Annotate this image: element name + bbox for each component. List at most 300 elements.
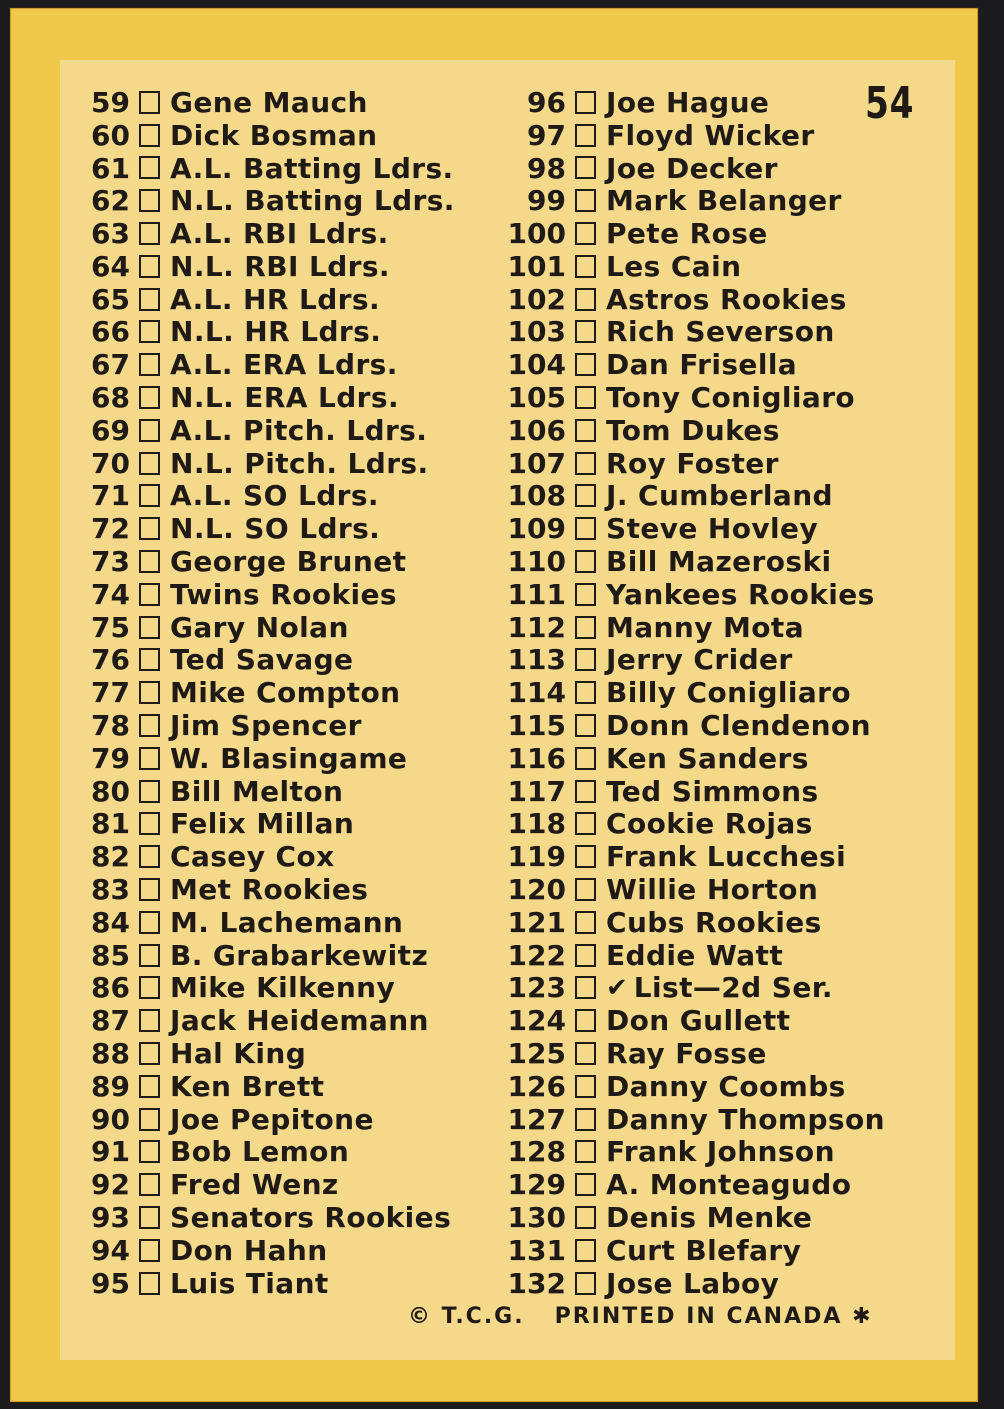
player-name: Tom Dukes (606, 413, 780, 447)
checklist-row (82, 742, 455, 775)
checkbox[interactable] (575, 911, 596, 934)
checkbox[interactable] (139, 878, 160, 901)
checklist-row (500, 775, 885, 808)
checklist-row (500, 414, 885, 447)
player-name: Felix Millan (170, 807, 355, 841)
player-name: Jerry Crider (606, 643, 793, 677)
card-number-label: 78 (91, 709, 130, 743)
checklist-row (82, 644, 455, 677)
checklist-row (500, 348, 885, 381)
player-name: N.L. ERA Ldrs. (170, 381, 399, 415)
player-name: Willie Horton (606, 873, 819, 907)
player-name: Mike Compton (170, 676, 401, 710)
checkbox[interactable] (575, 583, 596, 606)
card-number-label: 91 (91, 1135, 130, 1169)
player-name: Roy Foster (606, 446, 779, 480)
checkbox[interactable] (139, 484, 160, 507)
card-number-label: 79 (91, 741, 130, 775)
player-name: M. Lachemann (170, 905, 404, 939)
player-name: A.L. HR Ldrs. (170, 282, 380, 316)
checkbox[interactable] (139, 353, 160, 376)
card-number-label: 68 (91, 381, 130, 415)
card-number-label: 132 (507, 1266, 566, 1300)
card-number-label: 84 (91, 905, 130, 939)
checklist-row (82, 381, 455, 414)
checkbox[interactable] (139, 156, 160, 179)
player-name: Don Hahn (170, 1233, 328, 1267)
player-name: Denis Menke (606, 1201, 813, 1234)
player-name: Luis Tiant (170, 1266, 329, 1300)
checkbox[interactable] (575, 189, 596, 212)
checkbox[interactable] (575, 845, 596, 868)
checklist-row (82, 906, 455, 939)
checklist-row (500, 447, 885, 480)
checklist-row (82, 119, 455, 152)
checklist-row (82, 1037, 455, 1070)
checkbox[interactable] (139, 1108, 160, 1131)
player-name: Mike Kilkenny (170, 971, 396, 1005)
player-name: A. Monteagudo (606, 1168, 852, 1202)
card-number-label: 120 (507, 873, 566, 907)
player-name: Steve Hovley (606, 512, 819, 546)
checkbox[interactable] (139, 386, 160, 409)
checklist-row (82, 1103, 455, 1136)
checkbox[interactable] (139, 517, 160, 540)
player-name: George Brunet (170, 545, 407, 579)
checklist-row (82, 217, 455, 250)
player-name: Joe Hague (606, 85, 770, 119)
checkbox[interactable] (139, 419, 160, 442)
checklist-row (82, 1234, 455, 1267)
checkbox[interactable] (575, 878, 596, 901)
checkbox[interactable] (139, 1009, 160, 1032)
player-name: A.L. SO Ldrs. (170, 479, 379, 513)
player-name: Gary Nolan (170, 610, 349, 644)
checkbox[interactable] (575, 1140, 596, 1163)
player-name: Jim Spencer (170, 709, 362, 743)
card-number-label: 109 (507, 512, 566, 546)
checklist-row (500, 709, 885, 742)
player-name: Eddie Watt (606, 938, 784, 972)
checklist-row (82, 1267, 455, 1300)
player-name: Jose Laboy (606, 1266, 780, 1300)
checkbox[interactable] (139, 124, 160, 147)
checkbox[interactable] (139, 648, 160, 671)
card-footer (408, 1304, 873, 1329)
player-name: Cubs Rookies (606, 905, 822, 939)
card-number-label: 85 (91, 938, 130, 972)
player-name: Joe Decker (606, 151, 778, 185)
card-number-label: 98 (527, 151, 566, 185)
card-number-label: 76 (91, 643, 130, 677)
player-name: Mark Belanger (606, 184, 842, 218)
player-name: Curt Blefary (606, 1233, 802, 1267)
checkbox[interactable] (139, 1206, 160, 1229)
player-name: N.L. Batting Ldrs. (170, 184, 455, 218)
player-name: Bob Lemon (170, 1135, 350, 1169)
checkbox[interactable] (575, 1108, 596, 1131)
checkbox[interactable] (575, 714, 596, 737)
player-name: Ken Sanders (606, 741, 809, 775)
checklist-column-left (82, 86, 455, 1299)
checklist-row (500, 1267, 885, 1300)
checklist-row (500, 644, 885, 677)
checkbox[interactable] (139, 222, 160, 245)
checkbox[interactable] (575, 780, 596, 803)
card-number-label: 96 (527, 85, 566, 119)
player-name: Ray Fosse (606, 1037, 767, 1071)
checklist-row (500, 86, 885, 119)
player-name: W. Blasingame (170, 741, 408, 775)
checklist-row (500, 119, 885, 152)
card-number-label: 92 (91, 1168, 130, 1202)
player-name: Ken Brett (170, 1069, 325, 1103)
checklist-row (82, 972, 455, 1005)
card-number-label: 86 (91, 971, 130, 1005)
checkbox[interactable] (575, 386, 596, 409)
player-name: Ted Savage (170, 643, 354, 677)
checkbox[interactable] (575, 648, 596, 671)
checkbox[interactable] (139, 681, 160, 704)
player-name: Hal King (170, 1037, 307, 1071)
checklist-row (82, 447, 455, 480)
card-number-label: 111 (507, 577, 566, 611)
card-number-label: 94 (91, 1233, 130, 1267)
checkbox[interactable] (139, 976, 160, 999)
checklist-row (500, 316, 885, 349)
card-number-label: 70 (91, 446, 130, 480)
checkbox[interactable] (139, 747, 160, 770)
checklist-row (82, 709, 455, 742)
player-name: Manny Mota (606, 610, 805, 644)
checkbox[interactable] (139, 845, 160, 868)
card-number-label: 117 (507, 774, 566, 808)
card-number-label: 59 (91, 85, 130, 119)
card-number: 54 (865, 78, 915, 129)
checklist-row (500, 480, 885, 513)
checklist-row (82, 480, 455, 513)
card-number-label: 122 (507, 938, 566, 972)
checklist-row (500, 742, 885, 775)
card-number-label: 127 (507, 1102, 566, 1136)
checklist-row (82, 86, 455, 119)
checkbox[interactable] (575, 1272, 596, 1295)
checkbox[interactable] (575, 255, 596, 278)
card-number-label: 129 (507, 1168, 566, 1202)
card-number-label: 131 (507, 1233, 566, 1267)
card-number-label: 75 (91, 610, 130, 644)
player-name: Tony Conigliaro (606, 381, 856, 415)
checklist-row (500, 283, 885, 316)
checklist-row (500, 1037, 885, 1070)
card-number-label: 97 (527, 118, 566, 152)
player-name: N.L. RBI Ldrs. (170, 249, 390, 283)
checklist-row (82, 184, 455, 217)
card-number-label: 103 (507, 315, 566, 349)
player-name: N.L. SO Ldrs. (170, 512, 381, 546)
player-name: Billy Conigliaro (606, 676, 852, 710)
checklist-row (82, 250, 455, 283)
checklist-row (500, 217, 885, 250)
checklist-row (500, 1103, 885, 1136)
checklist-row (500, 1136, 885, 1169)
checklist-row (500, 939, 885, 972)
checklist-row (500, 1070, 885, 1103)
card-number-label: 64 (91, 249, 130, 283)
player-name: Jack Heidemann (170, 1004, 429, 1038)
checkbox[interactable] (139, 189, 160, 212)
player-name: A.L. Batting Ldrs. (170, 151, 454, 185)
player-name: Frank Lucchesi (606, 840, 847, 874)
checklist-row (500, 250, 885, 283)
card-number-label: 65 (91, 282, 130, 316)
player-name: Cookie Rojas (606, 807, 813, 841)
checklist-row (82, 676, 455, 709)
player-name: Les Cain (606, 249, 742, 283)
player-name: Floyd Wicker (606, 118, 815, 152)
checkbox[interactable] (575, 944, 596, 967)
checkbox[interactable] (575, 288, 596, 311)
card-number-label: 74 (91, 577, 130, 611)
card-number-label: 73 (91, 545, 130, 579)
card-number-label: 119 (507, 840, 566, 874)
checklist-row (82, 1070, 455, 1103)
checklist-row (82, 414, 455, 447)
card-number-label: 108 (507, 479, 566, 513)
checkbox[interactable] (575, 1009, 596, 1032)
player-name: Ted Simmons (606, 774, 819, 808)
checkbox[interactable] (139, 616, 160, 639)
card-number-label: 67 (91, 348, 130, 382)
card-number-label: 90 (91, 1102, 130, 1136)
card-number-label: 61 (91, 151, 130, 185)
card-number-label: 114 (507, 676, 566, 710)
player-name: Met Rookies (170, 873, 369, 907)
checkbox[interactable] (575, 1042, 596, 1065)
card-number-label: 102 (507, 282, 566, 316)
checklist-row (82, 775, 455, 808)
card-number-label: 93 (91, 1201, 130, 1234)
player-name: Don Gullett (606, 1004, 791, 1038)
card-number-label: 62 (91, 184, 130, 218)
player-name: Dick Bosman (170, 118, 378, 152)
card-number-label: 66 (91, 315, 130, 349)
player-name: A.L. RBI Ldrs. (170, 217, 389, 251)
checkbox[interactable] (139, 288, 160, 311)
checkbox[interactable] (575, 222, 596, 245)
checklist-row (82, 316, 455, 349)
checklist-row (82, 1004, 455, 1037)
player-name: Yankees Rookies (606, 577, 875, 611)
checkbox[interactable] (139, 1042, 160, 1065)
card-number-label: 115 (507, 709, 566, 743)
checkbox[interactable] (139, 780, 160, 803)
player-name: N.L. HR Ldrs. (170, 315, 382, 349)
card-number-label: 99 (527, 184, 566, 218)
card-number-label: 83 (91, 873, 130, 907)
checklist-row (500, 808, 885, 841)
player-name: Casey Cox (170, 840, 335, 874)
card-number-label: 100 (507, 217, 566, 251)
copyright-text: © T.C.G. (408, 1304, 525, 1329)
checkbox[interactable] (575, 812, 596, 835)
player-name: A.L. Pitch. Ldrs. (170, 413, 428, 447)
checkbox[interactable] (575, 124, 596, 147)
checklist-row (82, 1201, 455, 1234)
checkbox[interactable] (139, 812, 160, 835)
checkbox[interactable] (575, 1239, 596, 1262)
card-number-label: 110 (507, 545, 566, 579)
checkbox[interactable] (575, 747, 596, 770)
card-number-label: 112 (507, 610, 566, 644)
checklist-row (500, 152, 885, 185)
checkbox[interactable] (575, 550, 596, 573)
checklist-row (82, 611, 455, 644)
checklist-row (82, 873, 455, 906)
checklist-row (500, 184, 885, 217)
player-name: N.L. Pitch. Ldrs. (170, 446, 429, 480)
player-name: Astros Rookies (606, 282, 847, 316)
player-name: Bill Melton (170, 774, 344, 808)
checklist-row (82, 939, 455, 972)
checkbox[interactable] (139, 1140, 160, 1163)
player-name: Joe Pepitone (170, 1102, 374, 1136)
card-number-label: 72 (91, 512, 130, 546)
card-number-label: 87 (91, 1004, 130, 1038)
checklist-row (82, 283, 455, 316)
card-number-label: 125 (507, 1037, 566, 1071)
checkbox[interactable] (139, 550, 160, 573)
checkbox[interactable] (139, 320, 160, 343)
checkbox[interactable] (575, 484, 596, 507)
player-name: Frank Johnson (606, 1135, 835, 1169)
card-number-label: 116 (507, 741, 566, 775)
card-number-label: 128 (507, 1135, 566, 1169)
card-number-label: 80 (91, 774, 130, 808)
checkbox[interactable] (575, 1206, 596, 1229)
card-number-label: 104 (507, 348, 566, 382)
player-name: Dan Frisella (606, 348, 798, 382)
player-name: Rich Severson (606, 315, 835, 349)
checklist-column-right (500, 86, 885, 1299)
card-number-label: 89 (91, 1069, 130, 1103)
player-name: Danny Coombs (606, 1069, 846, 1103)
card-number-label: 126 (507, 1069, 566, 1103)
checkbox[interactable] (575, 1075, 596, 1098)
checklist-row (82, 840, 455, 873)
checklist-row (82, 512, 455, 545)
checklist-row (82, 152, 455, 185)
card-number-label: 60 (91, 118, 130, 152)
checklist-row (500, 906, 885, 939)
checkbox[interactable] (139, 1075, 160, 1098)
checkbox[interactable] (139, 1173, 160, 1196)
card-number-label: 81 (91, 807, 130, 841)
checkbox[interactable] (139, 91, 160, 114)
player-name: Pete Rose (606, 217, 768, 251)
checklist-row (500, 1168, 885, 1201)
card-number-label: 106 (507, 413, 566, 447)
player-name: Bill Mazeroski (606, 545, 832, 579)
checkbox[interactable] (575, 320, 596, 343)
player-name: Twins Rookies (170, 577, 397, 611)
card-number-label: 95 (91, 1266, 130, 1300)
player-name: B. Grabarkewitz (170, 938, 429, 972)
player-name: A.L. ERA Ldrs. (170, 348, 398, 382)
checkbox[interactable] (139, 255, 160, 278)
checkbox[interactable] (575, 616, 596, 639)
card-number-label: 71 (91, 479, 130, 513)
card-number-label: 101 (507, 249, 566, 283)
checklist-row (500, 1201, 885, 1234)
checklist-row (500, 840, 885, 873)
checkbox[interactable] (139, 714, 160, 737)
checkbox[interactable] (575, 1173, 596, 1196)
printed-in-text: PRINTED IN CANADA (554, 1304, 843, 1329)
player-name: Fred Wenz (170, 1168, 339, 1202)
checklist-row (500, 873, 885, 906)
checkbox[interactable] (139, 1272, 160, 1295)
checkbox[interactable] (575, 91, 596, 114)
checklist-row (82, 1168, 455, 1201)
checklist-row (500, 381, 885, 414)
card-number-label: 118 (507, 807, 566, 841)
card-number-label: 69 (91, 413, 130, 447)
checklist-row (500, 578, 885, 611)
checklist-row (500, 611, 885, 644)
card-number-label: 63 (91, 217, 130, 251)
card-number-label: 124 (507, 1004, 566, 1038)
player-name: Gene Mauch (170, 85, 368, 119)
checkbox[interactable] (575, 452, 596, 475)
checkbox[interactable] (139, 1239, 160, 1262)
checkbox[interactable] (139, 452, 160, 475)
checklist-row (500, 512, 885, 545)
checklist-row (500, 972, 885, 1005)
card-number-label: 82 (91, 840, 130, 874)
checklist-row (82, 578, 455, 611)
checkbox[interactable] (575, 419, 596, 442)
player-name: Donn Clendenon (606, 709, 871, 743)
checkbox[interactable] (575, 353, 596, 376)
asterisk-icon: ✱ (852, 1304, 873, 1329)
player-name: Senators Rookies (170, 1201, 452, 1234)
checkbox[interactable] (139, 911, 160, 934)
card-number-label: 107 (507, 446, 566, 480)
checkbox[interactable] (139, 944, 160, 967)
checklist-row (500, 1234, 885, 1267)
checklist-row (82, 808, 455, 841)
checklist-row (500, 545, 885, 578)
card-number-label: 130 (507, 1201, 566, 1234)
checklist-row (82, 1136, 455, 1169)
checkbox[interactable] (575, 976, 596, 999)
card-number-label: 105 (507, 381, 566, 415)
card-number-label: 113 (507, 643, 566, 677)
checklist-row (82, 545, 455, 578)
checkbox[interactable] (575, 156, 596, 179)
player-name: Danny Thompson (606, 1102, 885, 1136)
checkbox[interactable] (575, 681, 596, 704)
card-number-label: 77 (91, 676, 130, 710)
checkbox[interactable] (575, 517, 596, 540)
card-number-label: 88 (91, 1037, 130, 1071)
checklist-row (500, 1004, 885, 1037)
checkbox[interactable] (139, 583, 160, 606)
card-number-label: 123 (507, 971, 566, 1005)
checkmark-icon: ✔ (606, 972, 628, 1003)
player-name: List—2d Ser. (633, 971, 833, 1005)
